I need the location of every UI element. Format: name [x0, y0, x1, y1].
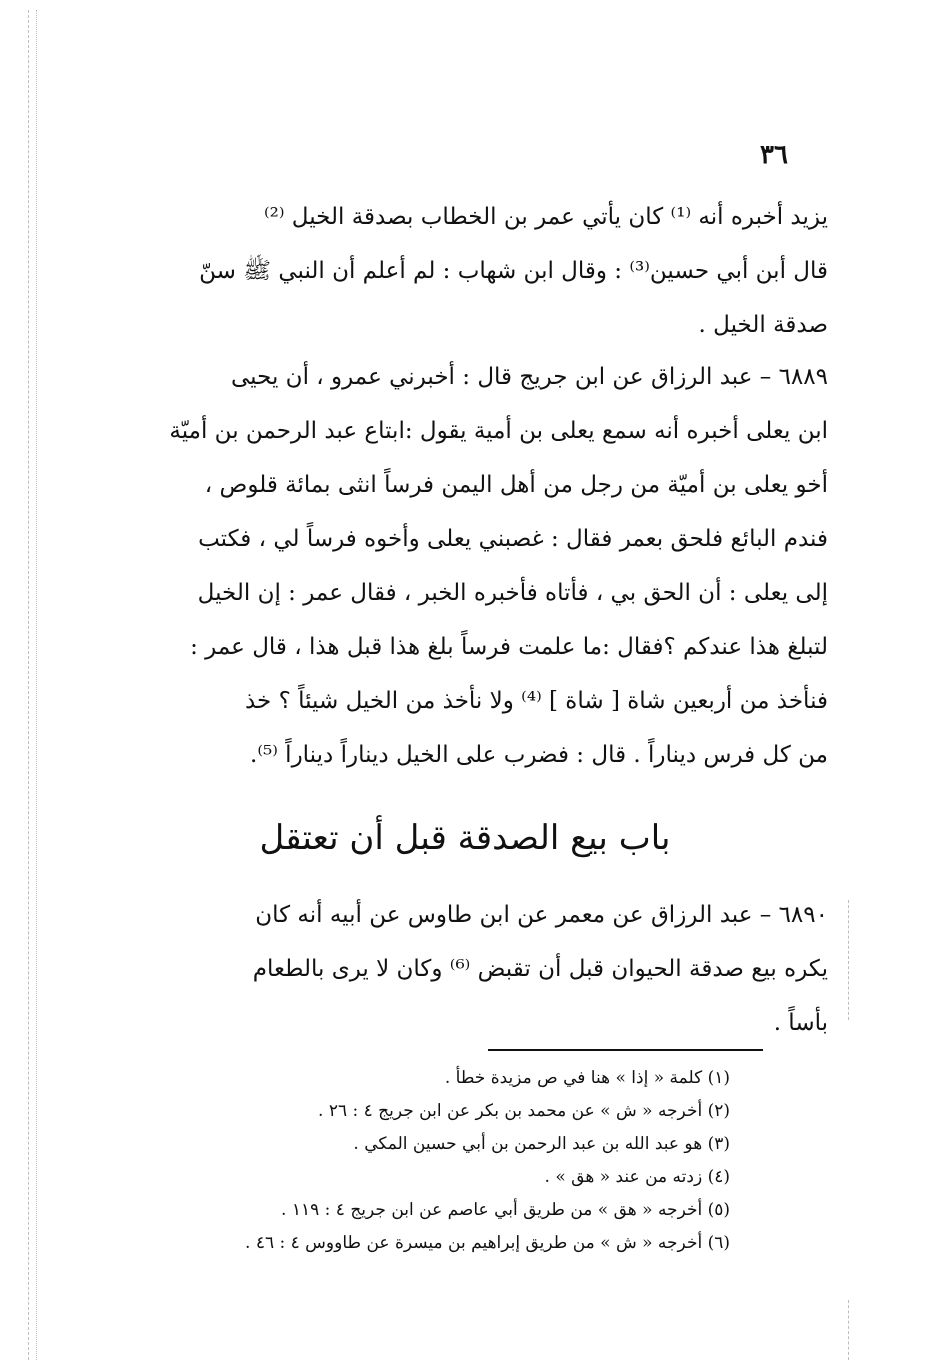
scan-margin-line: [36, 10, 37, 1360]
paragraph-6889: [98, 350, 828, 782]
text-line: قال أبن أبي حسين⁽³⁾ : وقال ابن شهاب : لم أعلم أن النبي ﷺ سنّ: [199, 258, 828, 284]
footnote-1: (١) كلمة « إذا » هنا في ص مزيدة خطأ .: [444, 1068, 730, 1088]
text-line: فندم البائع فلحق بعمر فقال : غصبني يعلى وأخوه فرساً لي ، فكتب: [198, 526, 828, 552]
text-line: أخو يعلى بن أميّة من رجل من أهل اليمن فرساً انثى بمائة قلوص ،: [204, 472, 828, 498]
text-line: فنأخذ من أربعين شاة [ شاة ] ⁽⁴⁾ ولا نأخذ من الخيل شيئاً ؟ خذ: [244, 688, 828, 714]
footnote-2: (٢) أخرجه « ش » عن محمد بن بكر عن ابن جريج ٤ : ٢٦ .: [318, 1101, 730, 1121]
footnote-4: (٤) زدته من عند « هق » .: [544, 1167, 730, 1187]
scan-margin-line: [848, 1300, 849, 1360]
text-line: إلى يعلى : أن الحق بي ، فأتاه فأخبره الخبر ، فقال عمر : إن الخيل: [197, 580, 828, 606]
paragraph-6890: [98, 888, 828, 1050]
section-heading: باب بيع الصدقة قبل أن تعتقل: [259, 818, 671, 858]
scan-margin-line: [848, 900, 849, 1020]
text-line: من كل فرس ديناراً . قال : فضرب على الخيل ديناراً ديناراً ⁽⁵⁾.: [250, 742, 828, 768]
text-line: لتبلغ هذا عندكم ؟فقال :ما علمت فرساً بلغ هذا قبل هذا ، قال عمر :: [190, 634, 828, 660]
paragraph-continuation: [98, 190, 828, 352]
footnote-3: (٣) هو عبد الله بن عبد الرحمن بن أبي حسين المكي .: [353, 1134, 730, 1154]
footnotes: [160, 1062, 730, 1260]
page-number: ٣٦: [760, 140, 788, 170]
footnote-6: (٦) أخرجه « ش » من طريق إبراهيم بن ميسرة عن طاووس ٤ : ٤٦ .: [245, 1233, 730, 1253]
text-line: يكره بيع صدقة الحيوان قبل أن تقبض ⁽⁶⁾ وكان لا يرى بالطعام: [252, 956, 828, 982]
text-line: بأساً .: [773, 1010, 828, 1036]
text-line: ٦٨٨٩ – عبد الرزاق عن ابن جريج قال : أخبرني عمرو ، أن يحيى: [231, 364, 828, 390]
footnote-5: (٥) أخرجه « هق » من طريق أبي عاصم عن ابن جريج ٤ : ١١٩ .: [281, 1200, 730, 1220]
footnote-separator: [488, 1049, 763, 1051]
scan-margin-line: [28, 10, 29, 1360]
text-line: صدقة الخيل .: [698, 312, 828, 338]
text-line: ابن يعلى أخبره أنه سمع يعلى بن أمية يقول :ابتاع عبد الرحمن بن أميّة: [169, 418, 828, 444]
text-line: ٦٨٩٠ – عبد الرزاق عن معمر عن ابن طاوس عن أبيه أنه كان: [255, 902, 828, 928]
text-line: يزيد أخبره أنه ⁽¹⁾ كان يأتي عمر بن الخطاب بصدقة الخيل ⁽²⁾: [263, 204, 828, 230]
